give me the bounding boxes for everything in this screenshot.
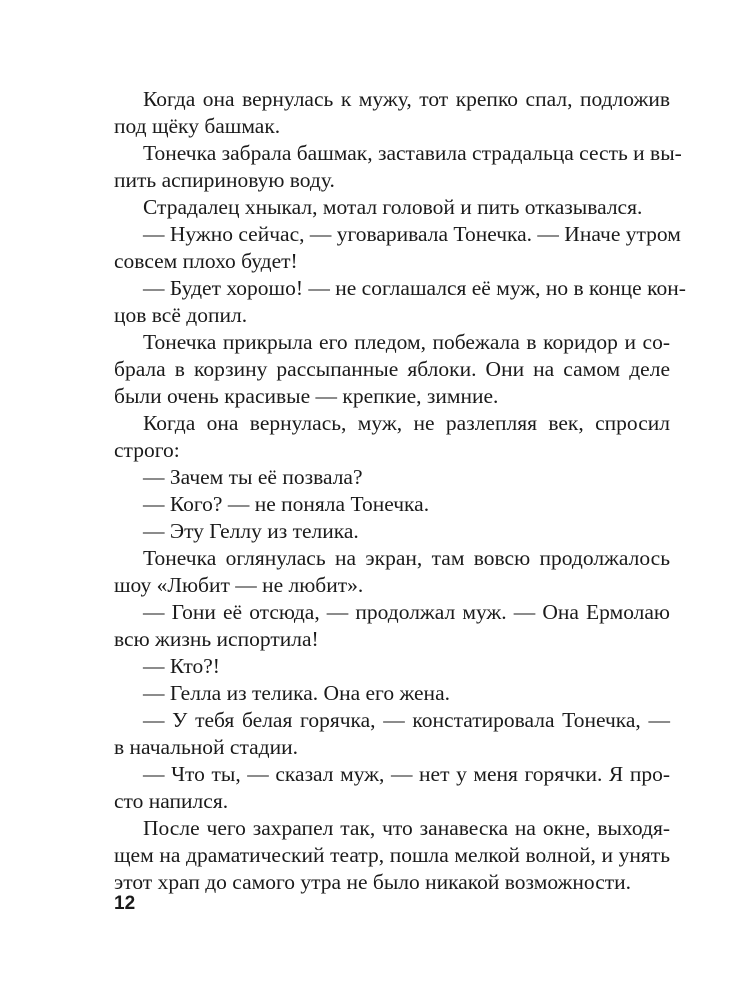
text-line: — Кого? — не поняла Тонечка.: [143, 492, 430, 516]
text-line: сто напился.: [114, 789, 229, 813]
page-number: 12: [114, 893, 136, 914]
text-line: Страдалец хныкал, мотал головой и пить отказывался.: [143, 195, 643, 219]
text-line: Тонечка прикрыла его пледом, побежала в коридор и со-: [143, 330, 670, 354]
text-line: Когда она вернулась к мужу, тот крепко спал, подложив: [143, 87, 670, 111]
text-line: в начальной стадии.: [114, 735, 298, 759]
text-line: Тонечка оглянулась на экран, там вовсю продолжалось: [143, 546, 670, 570]
text-line: — Нужно сейчас, — уговаривала Тонечка. — Иначе утром: [143, 222, 681, 246]
text-line: цов всё допил.: [114, 303, 248, 327]
text-line: Когда она вернулась, муж, не разлепляя век, спросил: [143, 411, 670, 435]
text-line: были очень красивые — крепкие, зимние.: [114, 384, 499, 408]
body-text: [114, 86, 686, 896]
text-line: этот храп до самого утра не было никакой возможности.: [114, 870, 632, 894]
text-line: — Что ты, — сказал муж, — нет у меня горячки. Я про-: [143, 762, 670, 786]
text-line: — Кто?!: [143, 654, 220, 678]
text-line: всю жизнь испортила!: [114, 627, 319, 651]
text-line: пить аспириновую воду.: [114, 168, 335, 192]
text-line: совсем плохо будет!: [114, 249, 298, 273]
text-line: — У тебя белая горячка, — констатировала Тонечка, —: [143, 708, 670, 732]
text-line: — Гелла из телика. Она его жена.: [143, 681, 450, 705]
text-line: брала в корзину рассыпанные яблоки. Они на самом деле: [114, 357, 670, 381]
text-line: — Зачем ты её позвала?: [143, 465, 363, 489]
text-line: — Гони её отсюда, — продолжал муж. — Она Ермолаю: [143, 600, 670, 624]
text-line: Тонечка забрала башмак, заставила страдальца сесть и вы-: [143, 141, 682, 165]
text-line: шоу «Любит — не любит».: [114, 573, 364, 597]
text-line: — Эту Геллу из телика.: [143, 519, 359, 543]
text-line: щем на драматический театр, пошла мелкой волной, и унять: [114, 843, 670, 867]
text-line: под щёку башмак.: [114, 114, 281, 138]
text-line: После чего захрапел так, что занавеска на окне, выходя-: [143, 816, 670, 840]
text-line: строго:: [114, 438, 180, 462]
text-line: — Будет хорошо! — не соглашался её муж, но в конце кон-: [143, 276, 686, 300]
